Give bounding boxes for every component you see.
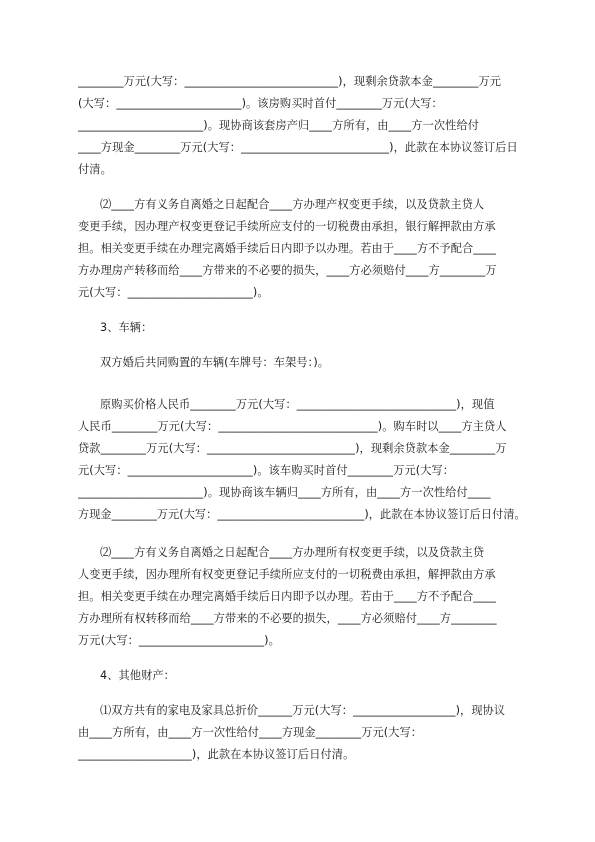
vehicle-transfer-paragraph-line: 方办理所有权转移而给____方带来的不必要的损失，____方必须赔付____方________ — [78, 612, 497, 625]
vehicle-price-paragraph-line: 人民币________万元(大写：____________________________)。购车时以____方主贷人 — [78, 420, 507, 433]
house-paragraph-line: ______________________)。现协商该套房产归____方所有，由____方一次性给付 — [78, 119, 480, 132]
vehicle-price-paragraph-line: ______________________)。现协商该车辆归____方所有，由____方一次性给付____ — [78, 486, 491, 499]
house-transfer-paragraph-line: 担。相关变更手续在办理完离婚手续后日内即予以办理。若由于____方不予配合____ — [78, 242, 497, 255]
vehicle-price-paragraph-line: 元(大写：______________________)。该车购买时首付________万元(大写： — [78, 464, 455, 477]
vehicle-transfer-paragraph-line: 人变更手续，因办理所有权变更登记手续所应支付的一切税费由承担，解押款由方承 — [78, 568, 496, 581]
house-paragraph-line: ________万元(大写：___________________________)，现剩余贷款本金________万元 — [78, 75, 502, 88]
vehicle-transfer-paragraph-line: 万元(大写：______________________)。 — [78, 634, 280, 647]
other-property-paragraph-line: ⑴双方共有的家电及家具总折价______万元(大写：__________________)，现协议 — [100, 704, 506, 717]
vehicle-price-paragraph-line: 方现金________万元(大写：__________________________)，此款在本协议签订后日付清。 — [78, 508, 526, 521]
house-paragraph-line: 付清。 — [78, 163, 112, 176]
vehicle-transfer-paragraph-line: ⑵____方有义务自离婚之日起配合____方办理所有权变更手续，以及贷款主贷 — [100, 546, 485, 559]
house-paragraph-line: ____方现金________万元(大写：__________________________)，此款在本协议签订后日 — [78, 141, 518, 154]
vehicle-intro-line: 双方婚后共同购置的车辆(车牌号：车架号：)。 — [100, 356, 330, 369]
house-transfer-paragraph-line: 变更手续，因办理产权变更登记手续所应支付的一切税费由承担，银行解押款由方承 — [78, 220, 496, 233]
section-heading-other-property: 4、其他财产： — [100, 669, 175, 682]
house-transfer-paragraph-line: 元(大写：______________________)。 — [78, 286, 269, 299]
house-paragraph-line: (大写：______________________)。该房购买时首付________万元(大写： — [78, 97, 443, 110]
vehicle-transfer-paragraph-line: 担。相关变更手续在办理完离婚手续后日内即予以办理。若由于____方不予配合____ — [78, 590, 497, 603]
section-heading-vehicle: 3、车辆： — [100, 321, 153, 334]
house-transfer-paragraph-line: 方办理房产转移而给____方带来的不必要的损失，____方必须赔付____方________万 — [78, 264, 497, 277]
vehicle-price-paragraph-line: 原购买价格人民币________万元(大写：____________________________)，现值 — [100, 398, 495, 411]
other-property-paragraph-line: ____________________)，此款在本协议签订后日付清。 — [78, 748, 355, 761]
other-property-paragraph-line: 由____方所有，由____方一次性给付____方现金________万元(大写： — [78, 726, 423, 739]
vehicle-price-paragraph-line: 贷款________万元(大写：__________________________)，现剩余贷款本金________万 — [78, 442, 507, 455]
house-transfer-paragraph-line: ⑵____方有义务自离婚之日起配合____方办理产权变更手续，以及贷款主贷人 — [100, 198, 485, 211]
